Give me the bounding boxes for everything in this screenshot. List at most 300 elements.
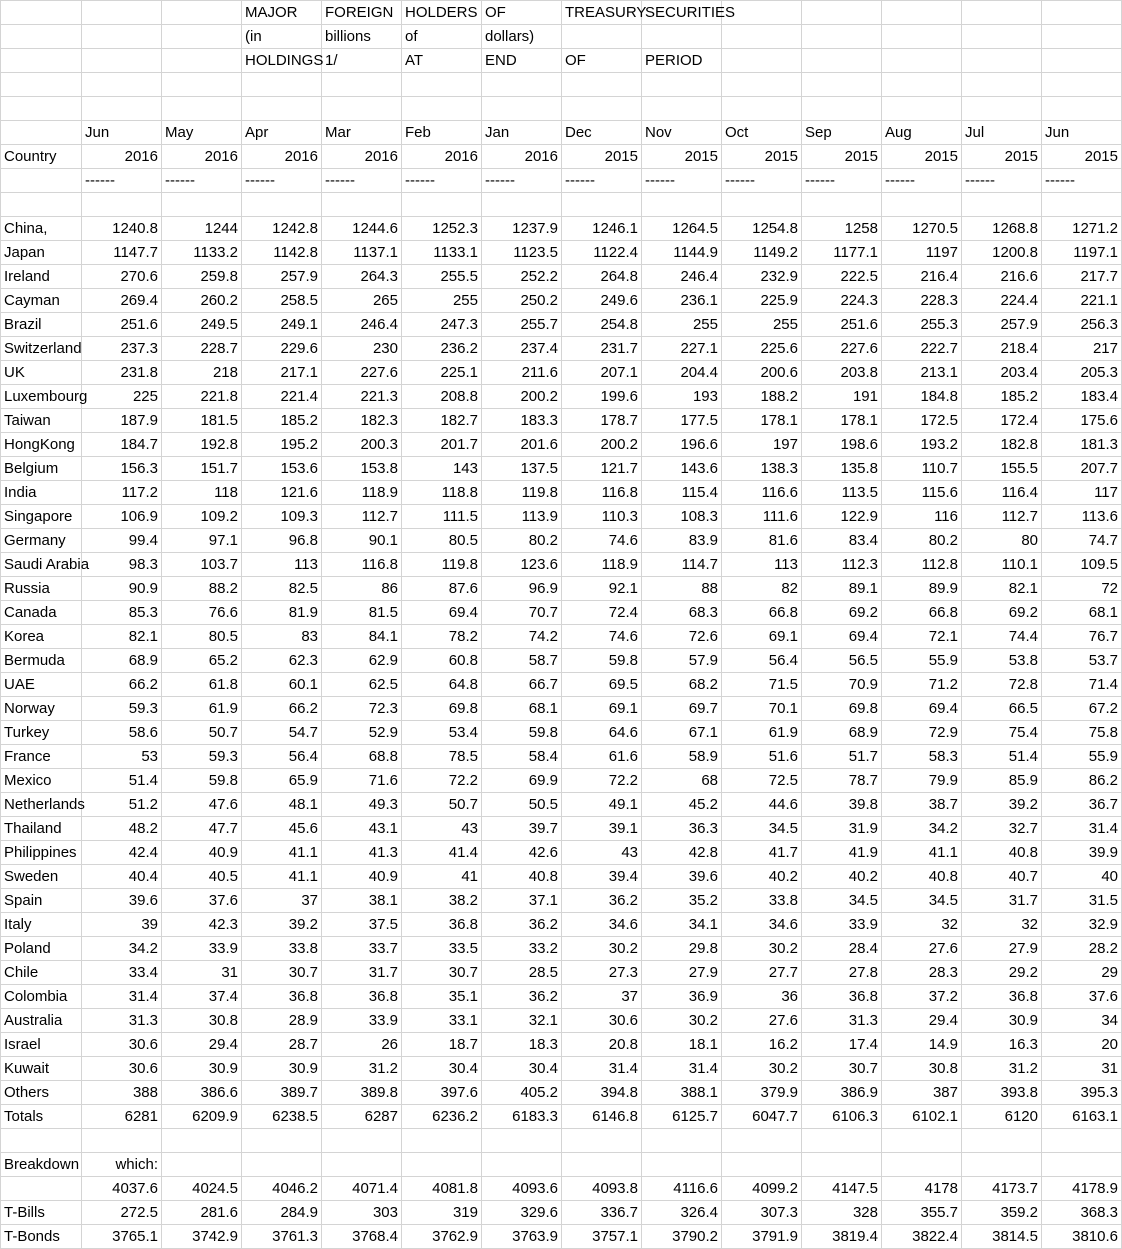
sheet-cell[interactable]: 269.4 bbox=[82, 289, 162, 313]
sheet-cell[interactable] bbox=[802, 1129, 882, 1153]
sheet-cell[interactable]: 31.4 bbox=[642, 1057, 722, 1081]
sheet-cell[interactable]: 72.8 bbox=[962, 673, 1042, 697]
sheet-cell[interactable]: 34.6 bbox=[722, 913, 802, 937]
sheet-cell[interactable]: 51.4 bbox=[82, 769, 162, 793]
sheet-cell[interactable] bbox=[82, 1129, 162, 1153]
sheet-cell[interactable]: 81.5 bbox=[322, 601, 402, 625]
sheet-cell[interactable]: 2016 bbox=[242, 145, 322, 169]
sheet-cell[interactable]: 74.6 bbox=[562, 529, 642, 553]
sheet-cell[interactable]: 39.6 bbox=[82, 889, 162, 913]
row-label-cell[interactable]: Philippines bbox=[1, 841, 82, 865]
row-label-cell[interactable]: Chile bbox=[1, 961, 82, 985]
sheet-cell[interactable]: 72.1 bbox=[882, 625, 962, 649]
sheet-cell[interactable]: 58.4 bbox=[482, 745, 562, 769]
sheet-cell[interactable]: 69.8 bbox=[802, 697, 882, 721]
sheet-cell[interactable]: 1244.6 bbox=[322, 217, 402, 241]
sheet-cell[interactable]: 33.9 bbox=[322, 1009, 402, 1033]
sheet-cell[interactable]: 222.7 bbox=[882, 337, 962, 361]
sheet-cell[interactable]: 387 bbox=[882, 1081, 962, 1105]
sheet-cell[interactable]: 111.5 bbox=[402, 505, 482, 529]
sheet-cell[interactable]: 2016 bbox=[82, 145, 162, 169]
sheet-cell[interactable]: 228.3 bbox=[882, 289, 962, 313]
sheet-cell[interactable] bbox=[962, 1129, 1042, 1153]
sheet-cell[interactable]: 36.2 bbox=[562, 889, 642, 913]
sheet-cell[interactable]: 237.3 bbox=[82, 337, 162, 361]
sheet-cell[interactable]: 30.6 bbox=[562, 1009, 642, 1033]
sheet-cell[interactable]: 4093.6 bbox=[482, 1177, 562, 1201]
sheet-cell[interactable]: 4046.2 bbox=[242, 1177, 322, 1201]
sheet-cell[interactable]: 3768.4 bbox=[322, 1225, 402, 1249]
sheet-cell[interactable] bbox=[162, 25, 242, 49]
sheet-cell[interactable]: 1264.5 bbox=[642, 217, 722, 241]
sheet-cell[interactable]: 34.5 bbox=[722, 817, 802, 841]
row-label-cell[interactable] bbox=[1, 193, 82, 217]
sheet-cell[interactable]: 249.5 bbox=[162, 313, 242, 337]
sheet-cell[interactable]: 178.1 bbox=[722, 409, 802, 433]
sheet-cell[interactable]: 51.2 bbox=[82, 793, 162, 817]
sheet-cell[interactable]: 45.2 bbox=[642, 793, 722, 817]
sheet-cell[interactable]: 255.7 bbox=[482, 313, 562, 337]
sheet-cell[interactable]: 1244 bbox=[162, 217, 242, 241]
sheet-cell[interactable] bbox=[722, 49, 802, 73]
sheet-cell[interactable]: 33.4 bbox=[82, 961, 162, 985]
sheet-cell[interactable] bbox=[1042, 193, 1122, 217]
sheet-cell[interactable]: 116.4 bbox=[962, 481, 1042, 505]
sheet-cell[interactable]: 36.9 bbox=[642, 985, 722, 1009]
sheet-cell[interactable]: 34.1 bbox=[642, 913, 722, 937]
sheet-cell[interactable]: 74.6 bbox=[562, 625, 642, 649]
sheet-cell[interactable]: 37 bbox=[562, 985, 642, 1009]
sheet-cell[interactable]: 122.9 bbox=[802, 505, 882, 529]
sheet-cell[interactable]: 40.2 bbox=[722, 865, 802, 889]
row-label-cell[interactable]: Mexico bbox=[1, 769, 82, 793]
sheet-cell[interactable]: 30.9 bbox=[242, 1057, 322, 1081]
sheet-cell[interactable]: 44.6 bbox=[722, 793, 802, 817]
sheet-cell[interactable]: 65.9 bbox=[242, 769, 322, 793]
sheet-cell[interactable]: ------ bbox=[482, 169, 562, 193]
sheet-cell[interactable]: 303 bbox=[322, 1201, 402, 1225]
sheet-cell[interactable] bbox=[162, 193, 242, 217]
sheet-cell[interactable]: 36.8 bbox=[962, 985, 1042, 1009]
sheet-cell[interactable]: 249.1 bbox=[242, 313, 322, 337]
sheet-cell[interactable] bbox=[482, 1153, 562, 1177]
sheet-cell[interactable]: 34.2 bbox=[882, 817, 962, 841]
sheet-cell[interactable]: 41 bbox=[402, 865, 482, 889]
sheet-cell[interactable]: 33.2 bbox=[482, 937, 562, 961]
sheet-cell[interactable]: 86 bbox=[322, 577, 402, 601]
sheet-cell[interactable]: 227.1 bbox=[642, 337, 722, 361]
sheet-cell[interactable]: 30.9 bbox=[962, 1009, 1042, 1033]
sheet-cell[interactable]: 3810.6 bbox=[1042, 1225, 1122, 1249]
sheet-cell[interactable]: 30.2 bbox=[722, 1057, 802, 1081]
sheet-cell[interactable] bbox=[82, 73, 162, 97]
sheet-cell[interactable]: 57.9 bbox=[642, 649, 722, 673]
sheet-cell[interactable]: 68.3 bbox=[642, 601, 722, 625]
sheet-cell[interactable]: 60.8 bbox=[402, 649, 482, 673]
sheet-cell[interactable]: 395.3 bbox=[1042, 1081, 1122, 1105]
sheet-cell[interactable]: 53 bbox=[82, 745, 162, 769]
sheet-cell[interactable] bbox=[1042, 1153, 1122, 1177]
sheet-cell[interactable]: 69.9 bbox=[482, 769, 562, 793]
row-label-cell[interactable]: Ireland bbox=[1, 265, 82, 289]
sheet-cell[interactable] bbox=[402, 97, 482, 121]
sheet-cell[interactable]: 61.8 bbox=[162, 673, 242, 697]
sheet-cell[interactable]: 397.6 bbox=[402, 1081, 482, 1105]
sheet-cell[interactable]: 31.4 bbox=[1042, 817, 1122, 841]
sheet-cell[interactable]: 29.8 bbox=[642, 937, 722, 961]
sheet-cell[interactable]: 405.2 bbox=[482, 1081, 562, 1105]
sheet-cell[interactable]: 175.6 bbox=[1042, 409, 1122, 433]
row-label-cell[interactable] bbox=[1, 121, 82, 145]
row-label-cell[interactable]: Breakdown bbox=[1, 1153, 82, 1177]
sheet-cell[interactable] bbox=[162, 1153, 242, 1177]
sheet-cell[interactable] bbox=[722, 1129, 802, 1153]
sheet-cell[interactable] bbox=[882, 97, 962, 121]
sheet-cell[interactable] bbox=[82, 25, 162, 49]
row-label-cell[interactable] bbox=[1, 97, 82, 121]
sheet-cell[interactable]: 27.7 bbox=[722, 961, 802, 985]
sheet-cell[interactable]: 31 bbox=[162, 961, 242, 985]
sheet-cell[interactable]: 336.7 bbox=[562, 1201, 642, 1225]
sheet-cell[interactable]: 2016 bbox=[322, 145, 402, 169]
sheet-cell[interactable]: Feb bbox=[402, 121, 482, 145]
sheet-cell[interactable]: 4037.6 bbox=[82, 1177, 162, 1201]
sheet-cell[interactable]: 64.6 bbox=[562, 721, 642, 745]
sheet-cell[interactable]: 115.6 bbox=[882, 481, 962, 505]
sheet-cell[interactable]: 1200.8 bbox=[962, 241, 1042, 265]
sheet-cell[interactable] bbox=[802, 1153, 882, 1177]
sheet-cell[interactable]: 66.8 bbox=[722, 601, 802, 625]
row-label-cell[interactable]: Italy bbox=[1, 913, 82, 937]
sheet-cell[interactable]: (in bbox=[242, 25, 322, 49]
sheet-cell[interactable]: 264.8 bbox=[562, 265, 642, 289]
sheet-cell[interactable] bbox=[642, 25, 722, 49]
sheet-cell[interactable]: 41.7 bbox=[722, 841, 802, 865]
sheet-cell[interactable]: 37.6 bbox=[1042, 985, 1122, 1009]
sheet-cell[interactable]: 6146.8 bbox=[562, 1105, 642, 1129]
sheet-cell[interactable] bbox=[562, 73, 642, 97]
sheet-cell[interactable]: 34.2 bbox=[82, 937, 162, 961]
sheet-cell[interactable]: of bbox=[402, 25, 482, 49]
sheet-cell[interactable]: 67.2 bbox=[1042, 697, 1122, 721]
sheet-cell[interactable]: 35.1 bbox=[402, 985, 482, 1009]
sheet-cell[interactable]: 6287 bbox=[322, 1105, 402, 1129]
sheet-cell[interactable]: 33.8 bbox=[722, 889, 802, 913]
sheet-cell[interactable]: 41.1 bbox=[242, 865, 322, 889]
sheet-cell[interactable]: ------ bbox=[162, 169, 242, 193]
sheet-cell[interactable]: 113.6 bbox=[1042, 505, 1122, 529]
sheet-cell[interactable]: 29.2 bbox=[962, 961, 1042, 985]
sheet-cell[interactable]: 155.5 bbox=[962, 457, 1042, 481]
sheet-cell[interactable]: 82.1 bbox=[962, 577, 1042, 601]
sheet-cell[interactable]: Apr bbox=[242, 121, 322, 145]
sheet-cell[interactable]: 1254.8 bbox=[722, 217, 802, 241]
sheet-cell[interactable]: 118 bbox=[162, 481, 242, 505]
sheet-cell[interactable]: 110.3 bbox=[562, 505, 642, 529]
sheet-cell[interactable] bbox=[562, 97, 642, 121]
sheet-cell[interactable]: 80.2 bbox=[882, 529, 962, 553]
row-label-cell[interactable]: Luxembourg bbox=[1, 385, 82, 409]
row-label-cell[interactable]: France bbox=[1, 745, 82, 769]
sheet-cell[interactable]: 81.6 bbox=[722, 529, 802, 553]
sheet-cell[interactable]: 196.6 bbox=[642, 433, 722, 457]
sheet-cell[interactable]: 201.7 bbox=[402, 433, 482, 457]
sheet-cell[interactable]: 36.2 bbox=[482, 913, 562, 937]
sheet-cell[interactable]: 80.5 bbox=[402, 529, 482, 553]
sheet-cell[interactable]: 80.2 bbox=[482, 529, 562, 553]
sheet-cell[interactable]: 200.2 bbox=[562, 433, 642, 457]
sheet-cell[interactable]: 27.6 bbox=[882, 937, 962, 961]
sheet-cell[interactable]: 53.7 bbox=[1042, 649, 1122, 673]
sheet-cell[interactable]: 72 bbox=[1042, 577, 1122, 601]
sheet-cell[interactable]: 76.7 bbox=[1042, 625, 1122, 649]
sheet-cell[interactable]: 29.4 bbox=[882, 1009, 962, 1033]
sheet-cell[interactable]: 30.7 bbox=[242, 961, 322, 985]
row-label-cell[interactable]: Country bbox=[1, 145, 82, 169]
sheet-cell[interactable]: 204.4 bbox=[642, 361, 722, 385]
sheet-cell[interactable]: 1137.1 bbox=[322, 241, 402, 265]
sheet-cell[interactable] bbox=[962, 1, 1042, 25]
sheet-cell[interactable]: 71.6 bbox=[322, 769, 402, 793]
sheet-cell[interactable]: 61.6 bbox=[562, 745, 642, 769]
sheet-cell[interactable]: 255.3 bbox=[882, 313, 962, 337]
sheet-cell[interactable] bbox=[162, 49, 242, 73]
sheet-cell[interactable]: 45.6 bbox=[242, 817, 322, 841]
sheet-cell[interactable]: 1271.2 bbox=[1042, 217, 1122, 241]
sheet-cell[interactable]: 18.7 bbox=[402, 1033, 482, 1057]
sheet-cell[interactable]: 62.3 bbox=[242, 649, 322, 673]
sheet-cell[interactable]: 221.8 bbox=[162, 385, 242, 409]
sheet-cell[interactable]: 251.6 bbox=[82, 313, 162, 337]
sheet-cell[interactable]: 55.9 bbox=[882, 649, 962, 673]
sheet-cell[interactable]: 35.2 bbox=[642, 889, 722, 913]
sheet-cell[interactable]: OF bbox=[482, 1, 562, 25]
sheet-cell[interactable]: 78.7 bbox=[802, 769, 882, 793]
sheet-cell[interactable]: 117.2 bbox=[82, 481, 162, 505]
sheet-cell[interactable]: 18.1 bbox=[642, 1033, 722, 1057]
sheet-cell[interactable]: 4116.6 bbox=[642, 1177, 722, 1201]
sheet-cell[interactable]: 69.2 bbox=[962, 601, 1042, 625]
sheet-cell[interactable]: 225.6 bbox=[722, 337, 802, 361]
sheet-cell[interactable]: 114.7 bbox=[642, 553, 722, 577]
sheet-cell[interactable] bbox=[882, 1153, 962, 1177]
sheet-cell[interactable]: 6163.1 bbox=[1042, 1105, 1122, 1129]
sheet-cell[interactable]: Aug bbox=[882, 121, 962, 145]
sheet-cell[interactable]: 97.1 bbox=[162, 529, 242, 553]
sheet-cell[interactable]: 111.6 bbox=[722, 505, 802, 529]
sheet-cell[interactable]: 80.5 bbox=[162, 625, 242, 649]
sheet-cell[interactable]: 181.5 bbox=[162, 409, 242, 433]
sheet-cell[interactable]: 89.9 bbox=[882, 577, 962, 601]
sheet-cell[interactable]: 3814.5 bbox=[962, 1225, 1042, 1249]
sheet-cell[interactable] bbox=[482, 97, 562, 121]
sheet-cell[interactable] bbox=[82, 49, 162, 73]
sheet-cell[interactable]: 62.5 bbox=[322, 673, 402, 697]
sheet-cell[interactable]: 66.5 bbox=[962, 697, 1042, 721]
sheet-cell[interactable]: 37.2 bbox=[882, 985, 962, 1009]
sheet-cell[interactable] bbox=[1042, 25, 1122, 49]
sheet-cell[interactable]: 255.5 bbox=[402, 265, 482, 289]
row-label-cell[interactable]: China, bbox=[1, 217, 82, 241]
row-label-cell[interactable]: Canada bbox=[1, 601, 82, 625]
sheet-cell[interactable]: 42.3 bbox=[162, 913, 242, 937]
sheet-cell[interactable]: 231.7 bbox=[562, 337, 642, 361]
sheet-cell[interactable]: 228.7 bbox=[162, 337, 242, 361]
sheet-cell[interactable]: 69.5 bbox=[562, 673, 642, 697]
sheet-cell[interactable]: 30.2 bbox=[642, 1009, 722, 1033]
sheet-cell[interactable]: 31.4 bbox=[562, 1057, 642, 1081]
sheet-cell[interactable] bbox=[482, 193, 562, 217]
sheet-cell[interactable]: 255 bbox=[642, 313, 722, 337]
sheet-cell[interactable]: 181.3 bbox=[1042, 433, 1122, 457]
sheet-cell[interactable]: 3763.9 bbox=[482, 1225, 562, 1249]
sheet-cell[interactable]: 14.9 bbox=[882, 1033, 962, 1057]
sheet-cell[interactable]: 218 bbox=[162, 361, 242, 385]
sheet-cell[interactable] bbox=[562, 193, 642, 217]
sheet-cell[interactable]: 394.8 bbox=[562, 1081, 642, 1105]
sheet-cell[interactable]: 178.7 bbox=[562, 409, 642, 433]
sheet-cell[interactable]: 31.9 bbox=[802, 817, 882, 841]
sheet-cell[interactable]: 43 bbox=[562, 841, 642, 865]
sheet-cell[interactable]: 86.2 bbox=[1042, 769, 1122, 793]
sheet-cell[interactable]: 205.3 bbox=[1042, 361, 1122, 385]
row-label-cell[interactable]: Israel bbox=[1, 1033, 82, 1057]
sheet-cell[interactable]: 50.7 bbox=[402, 793, 482, 817]
sheet-cell[interactable]: Sep bbox=[802, 121, 882, 145]
sheet-cell[interactable]: 62.9 bbox=[322, 649, 402, 673]
sheet-cell[interactable]: 229.6 bbox=[242, 337, 322, 361]
row-label-cell[interactable]: Belgium bbox=[1, 457, 82, 481]
sheet-cell[interactable]: 112.8 bbox=[882, 553, 962, 577]
sheet-cell[interactable]: 70.9 bbox=[802, 673, 882, 697]
row-label-cell[interactable]: Others bbox=[1, 1081, 82, 1105]
sheet-cell[interactable]: 2016 bbox=[482, 145, 562, 169]
sheet-cell[interactable]: 31 bbox=[1042, 1057, 1122, 1081]
row-label-cell[interactable]: HongKong bbox=[1, 433, 82, 457]
sheet-cell[interactable]: 27.6 bbox=[722, 1009, 802, 1033]
sheet-cell[interactable]: 329.6 bbox=[482, 1201, 562, 1225]
sheet-cell[interactable] bbox=[802, 193, 882, 217]
sheet-cell[interactable]: 6125.7 bbox=[642, 1105, 722, 1129]
sheet-cell[interactable]: 3791.9 bbox=[722, 1225, 802, 1249]
sheet-cell[interactable]: 31.7 bbox=[962, 889, 1042, 913]
sheet-cell[interactable]: 3742.9 bbox=[162, 1225, 242, 1249]
sheet-cell[interactable]: 265 bbox=[322, 289, 402, 313]
sheet-cell[interactable] bbox=[882, 1129, 962, 1153]
sheet-cell[interactable]: 39.8 bbox=[802, 793, 882, 817]
sheet-cell[interactable]: TREASURY bbox=[562, 1, 642, 25]
sheet-cell[interactable]: 28.4 bbox=[802, 937, 882, 961]
sheet-cell[interactable]: 36.8 bbox=[402, 913, 482, 937]
sheet-cell[interactable]: 113.9 bbox=[482, 505, 562, 529]
sheet-cell[interactable]: 56.4 bbox=[722, 649, 802, 673]
sheet-cell[interactable]: 30.7 bbox=[402, 961, 482, 985]
sheet-cell[interactable]: 221.1 bbox=[1042, 289, 1122, 313]
sheet-cell[interactable]: 78.2 bbox=[402, 625, 482, 649]
row-label-cell[interactable]: T-Bills bbox=[1, 1201, 82, 1225]
sheet-cell[interactable]: 39.6 bbox=[642, 865, 722, 889]
row-label-cell[interactable]: Taiwan bbox=[1, 409, 82, 433]
sheet-cell[interactable]: 257.9 bbox=[242, 265, 322, 289]
sheet-cell[interactable]: 49.3 bbox=[322, 793, 402, 817]
sheet-cell[interactable]: 42.8 bbox=[642, 841, 722, 865]
sheet-cell[interactable]: 112.7 bbox=[962, 505, 1042, 529]
row-label-cell[interactable] bbox=[1, 169, 82, 193]
row-label-cell[interactable]: Colombia bbox=[1, 985, 82, 1009]
sheet-cell[interactable]: 34.5 bbox=[802, 889, 882, 913]
sheet-cell[interactable]: 6281 bbox=[82, 1105, 162, 1129]
sheet-cell[interactable]: 56.5 bbox=[802, 649, 882, 673]
row-label-cell[interactable]: Germany bbox=[1, 529, 82, 553]
sheet-cell[interactable]: 359.2 bbox=[962, 1201, 1042, 1225]
sheet-cell[interactable]: 307.3 bbox=[722, 1201, 802, 1225]
sheet-cell[interactable]: 236.2 bbox=[402, 337, 482, 361]
sheet-cell[interactable]: 31.7 bbox=[322, 961, 402, 985]
sheet-cell[interactable]: 50.5 bbox=[482, 793, 562, 817]
sheet-cell[interactable]: 151.7 bbox=[162, 457, 242, 481]
sheet-cell[interactable]: 224.3 bbox=[802, 289, 882, 313]
sheet-cell[interactable]: 193 bbox=[642, 385, 722, 409]
sheet-cell[interactable]: ------ bbox=[642, 169, 722, 193]
sheet-cell[interactable]: 6102.1 bbox=[882, 1105, 962, 1129]
sheet-cell[interactable]: 197 bbox=[722, 433, 802, 457]
sheet-cell[interactable]: 272.5 bbox=[82, 1201, 162, 1225]
sheet-cell[interactable]: 69.1 bbox=[562, 697, 642, 721]
sheet-cell[interactable]: 112.3 bbox=[802, 553, 882, 577]
sheet-cell[interactable]: 41.9 bbox=[802, 841, 882, 865]
sheet-cell[interactable]: 135.8 bbox=[802, 457, 882, 481]
sheet-cell[interactable]: ------ bbox=[962, 169, 1042, 193]
sheet-cell[interactable]: 31.3 bbox=[802, 1009, 882, 1033]
sheet-cell[interactable]: 2015 bbox=[962, 145, 1042, 169]
sheet-cell[interactable] bbox=[242, 1129, 322, 1153]
sheet-cell[interactable] bbox=[642, 1153, 722, 1177]
sheet-cell[interactable]: 69.1 bbox=[722, 625, 802, 649]
sheet-cell[interactable]: 172.4 bbox=[962, 409, 1042, 433]
sheet-cell[interactable]: 51.4 bbox=[962, 745, 1042, 769]
sheet-cell[interactable]: 4178.9 bbox=[1042, 1177, 1122, 1201]
sheet-cell[interactable]: 103.7 bbox=[162, 553, 242, 577]
sheet-cell[interactable]: 231.8 bbox=[82, 361, 162, 385]
sheet-cell[interactable]: 113 bbox=[242, 553, 322, 577]
sheet-cell[interactable]: 55.9 bbox=[1042, 745, 1122, 769]
sheet-cell[interactable]: 32 bbox=[882, 913, 962, 937]
sheet-cell[interactable]: 182.7 bbox=[402, 409, 482, 433]
sheet-cell[interactable]: 284.9 bbox=[242, 1201, 322, 1225]
sheet-cell[interactable]: 38.2 bbox=[402, 889, 482, 913]
sheet-cell[interactable]: 70.7 bbox=[482, 601, 562, 625]
sheet-cell[interactable]: 6209.9 bbox=[162, 1105, 242, 1129]
sheet-cell[interactable]: 64.8 bbox=[402, 673, 482, 697]
row-label-cell[interactable]: UK bbox=[1, 361, 82, 385]
sheet-cell[interactable] bbox=[402, 1129, 482, 1153]
sheet-cell[interactable] bbox=[82, 193, 162, 217]
sheet-cell[interactable]: ------ bbox=[562, 169, 642, 193]
sheet-cell[interactable] bbox=[242, 97, 322, 121]
sheet-cell[interactable] bbox=[722, 25, 802, 49]
row-label-cell[interactable]: T-Bonds bbox=[1, 1225, 82, 1249]
sheet-cell[interactable]: 30.8 bbox=[882, 1057, 962, 1081]
sheet-cell[interactable]: 1197 bbox=[882, 241, 962, 265]
sheet-cell[interactable]: 355.7 bbox=[882, 1201, 962, 1225]
sheet-cell[interactable]: 17.4 bbox=[802, 1033, 882, 1057]
sheet-cell[interactable]: 116 bbox=[882, 505, 962, 529]
sheet-cell[interactable]: 96.9 bbox=[482, 577, 562, 601]
sheet-cell[interactable]: 41.3 bbox=[322, 841, 402, 865]
sheet-cell[interactable]: 40.5 bbox=[162, 865, 242, 889]
sheet-cell[interactable]: 40.9 bbox=[322, 865, 402, 889]
sheet-cell[interactable] bbox=[562, 1153, 642, 1177]
